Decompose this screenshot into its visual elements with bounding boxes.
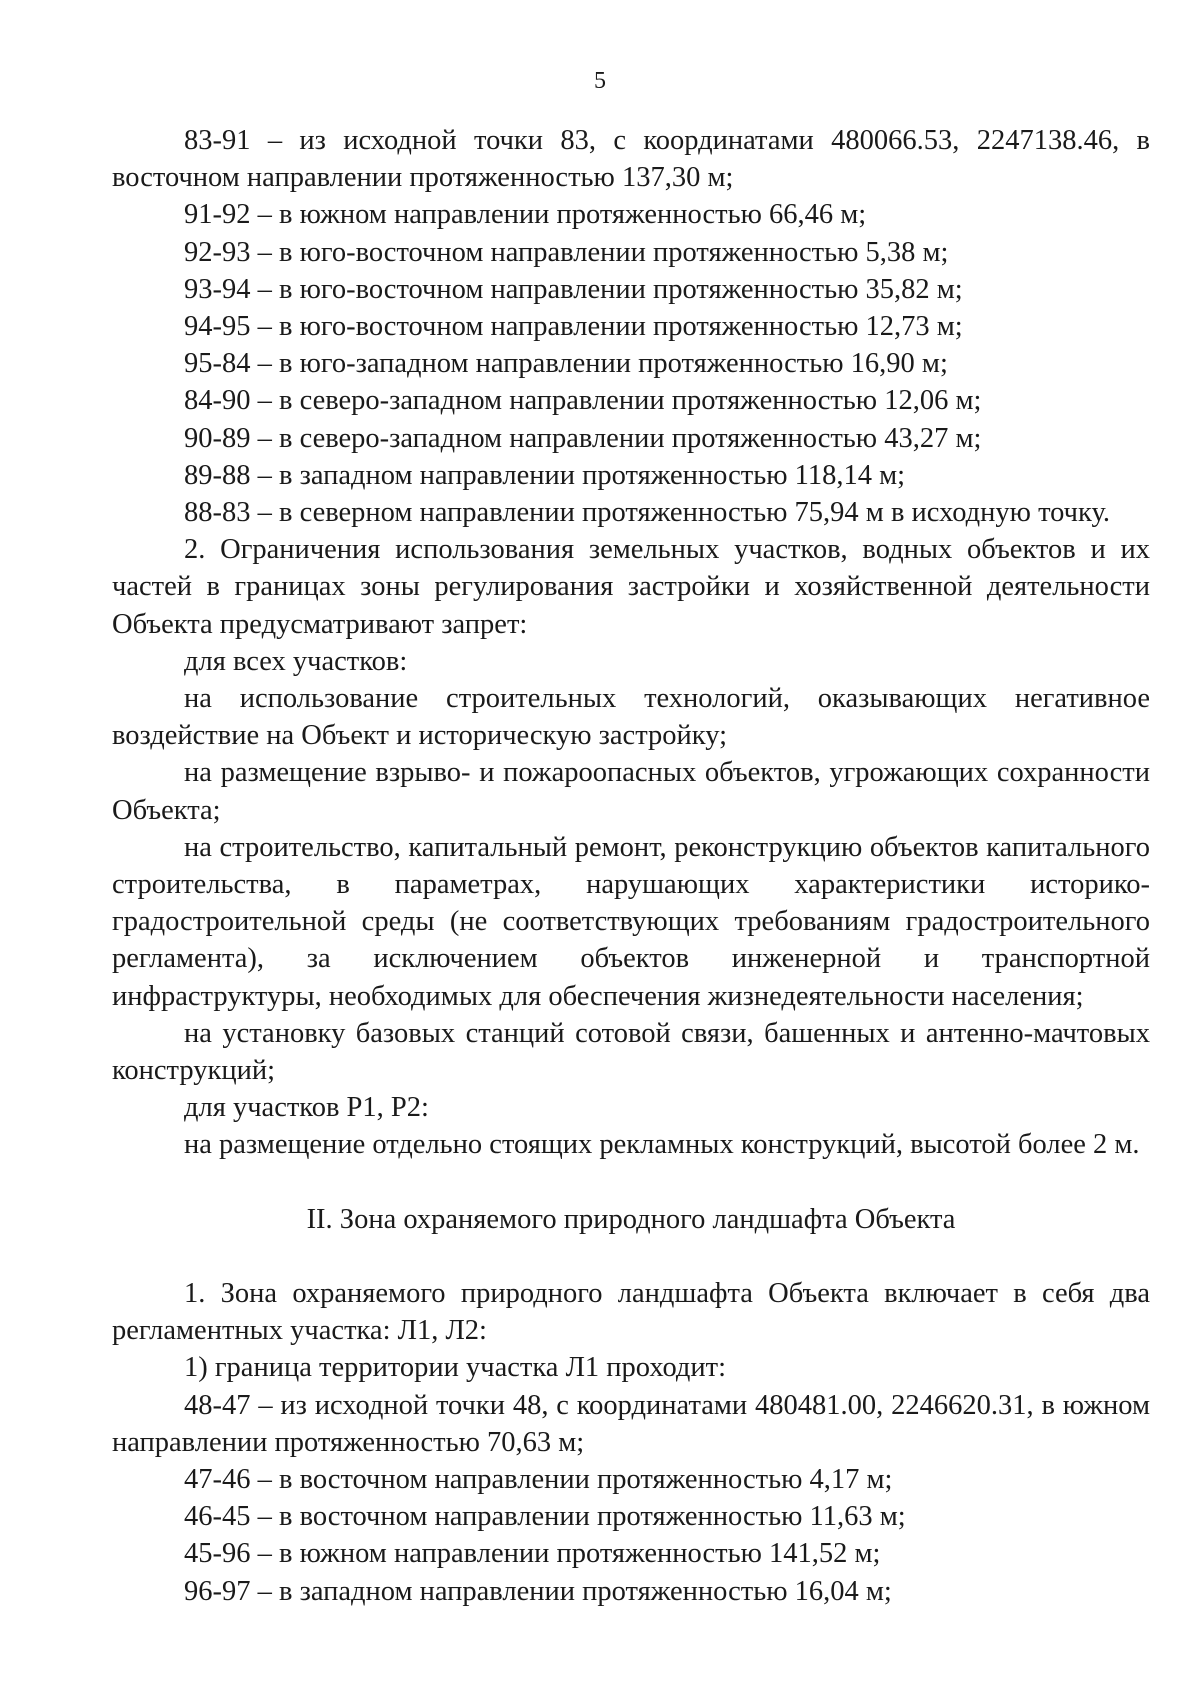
zone-intro: 1. Зона охраняемого природного ландшафта Объекта включает в себя два регламентных участка: Л1, Л2: — [112, 1277, 1150, 1347]
p-plots-label: для участков Р1, Р2: — [184, 1092, 429, 1124]
boundary-point-line: 90-89 – в северо-западном направлении протяженностью 43,27 м; — [184, 422, 982, 454]
boundary-point-line: 93-94 – в юго-восточном направлении протяженностью 35,82 м; — [184, 273, 963, 305]
zone-subintro: 1) граница территории участка Л1 проходит: — [184, 1352, 727, 1384]
boundary-point-line: 94-95 – в юго-восточном направлении протяженностью 12,73 м; — [184, 311, 963, 343]
restriction-item: на размещение взрыво- и пожароопасных объектов, угрожающих сохранности Объекта; — [112, 757, 1150, 826]
restriction-item: на использование строительных технологий, оказывающих негативное воздействие на Объект и историческую застройку; — [112, 683, 1150, 752]
restriction-item: на размещение отдельно стоящих рекламных конструкций, высотой более 2 м. — [184, 1129, 1140, 1161]
restriction-item: на строительство, капитальный ремонт, реконструкцию объектов капитального строительства, в параметрах, нарушающих характеристики историко-градостроительной среды (не соответствующих требованиям градостроительного регламента), за исключением объектов инженерной и транспортной инфраструктуры, необходимых для обеспечения жизнедеятельности населения; — [112, 831, 1150, 1012]
page-number: 5 — [594, 68, 606, 94]
boundary-point-line: 46-45 – в восточном направлении протяженностью 11,63 м; — [184, 1501, 906, 1533]
boundary-point-line: 45-96 – в южном направлении протяженностью 141,52 м; — [184, 1538, 881, 1570]
boundary-point-line: 96-97 – в западном направлении протяженностью 16,04 м; — [184, 1575, 892, 1607]
boundary-point-line: 95-84 – в юго-западном направлении протяженностью 16,90 м; — [184, 348, 948, 380]
restrictions-intro: 2. Ограничения использования земельных участков, водных объектов и их частей в границах зоны регулирования застройки и хозяйственной деятельности Объекта предусматривают запрет: — [112, 534, 1150, 640]
boundary-point-line: 47-46 – в восточном направлении протяженностью 4,17 м; — [184, 1463, 893, 1495]
boundary-point-line: 48-47 – из исходной точки 48, с координатами 480481.00, 2246620.31, в южном направлении протяженностью 70,63 м; — [112, 1389, 1150, 1458]
boundary-point-line: 89-88 – в западном направлении протяженностью 118,14 м; — [184, 459, 906, 491]
boundary-point-line: 91-92 – в южном направлении протяженностью 66,46 м; — [184, 199, 867, 231]
document-body — [112, 122, 1150, 1610]
boundary-point-line: 83-91 – из исходной точки 83, с координатами 480066.53, 2247138.46, в восточном направлении протяженностью 137,30 м; — [112, 125, 1150, 194]
boundary-point-line: 84-90 – в северо-западном направлении протяженностью 12,06 м; — [184, 385, 982, 417]
restriction-item: на установку базовых станций сотовой связи, башенных и антенно-мачтовых конструкций; — [112, 1017, 1150, 1087]
all-plots-label: для всех участков: — [184, 645, 408, 677]
boundary-point-line: 88-83 – в северном направлении протяженностью 75,94 м в исходную точку. — [184, 497, 1110, 529]
section-heading: II. Зона охраняемого природного ландшафта Объекта — [306, 1203, 956, 1235]
boundary-point-line: 92-93 – в юго-восточном направлении протяженностью 5,38 м; — [184, 236, 949, 268]
